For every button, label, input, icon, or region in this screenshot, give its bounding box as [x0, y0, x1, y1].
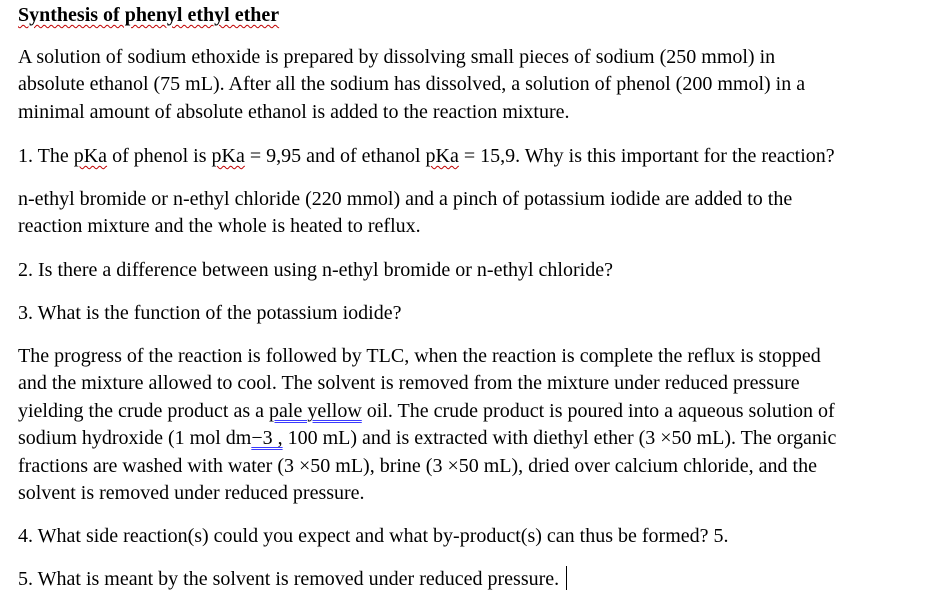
- reagent-paragraph: [18, 186, 792, 241]
- workup-paragraph: [18, 343, 836, 507]
- question-3-text: 3. What is the function of the potassium iodide?: [18, 302, 402, 324]
- question-4: [18, 523, 729, 550]
- workup-line: [18, 425, 836, 452]
- question-3: [18, 300, 401, 327]
- q1-prefix: 1. The: [18, 145, 74, 167]
- workup-text: sodium hydroxide (1 mol dm: [18, 427, 252, 450]
- intro-line: A solution of sodium ethoxide is prepared by dissolving small pieces of sodium (250 mmol) in: [18, 46, 776, 68]
- question-1-line: [18, 143, 835, 170]
- question-1: [18, 143, 835, 170]
- workup-line: solvent is removed under reduced pressure.: [18, 482, 365, 505]
- question-5-text: 5. What is meant by the solvent is removed under reduced pressure.: [18, 568, 560, 590]
- title-text: Synthesis of phenyl ethyl ether: [18, 4, 280, 26]
- reagent-line: reaction mixture and the whole is heated to reflux.: [18, 215, 421, 238]
- spell-flag-pka[interactable]: pKa: [211, 145, 245, 167]
- workup-line: and the mixture allowed to cool. The solvent is removed from the mixture under reduced pressure: [18, 372, 800, 395]
- workup-text: oil. The crude product is poured into a aqueous solution of: [361, 399, 835, 422]
- document-title: [18, 4, 279, 27]
- spell-flag-pka[interactable]: pKa: [425, 145, 459, 167]
- question-5[interactable]: [18, 566, 567, 593]
- reagent-line: n-ethyl bromide or n-ethyl chloride (220 mmol) and a pinch of potassium iodide are added to the: [18, 188, 793, 210]
- workup-line: [18, 398, 836, 425]
- workup-line: fractions are washed with water (3 ×50 mL), brine (3 ×50 mL), dried over calcium chloride, and the: [18, 454, 817, 477]
- question-2: [18, 257, 613, 284]
- question-5-line: [18, 566, 567, 593]
- intro-paragraph: [18, 44, 805, 126]
- grammar-flag-exponent[interactable]: −3 ,: [251, 427, 283, 450]
- workup-line: The progress of the reaction is followed by TLC, when the reaction is complete the reflux is stopped: [18, 345, 821, 367]
- spell-flag-pka[interactable]: pKa: [73, 145, 108, 167]
- intro-line: minimal amount of absolute ethanol is added to the reaction mixture.: [18, 100, 570, 123]
- question-2-text: 2. Is there a difference between using n-ethyl bromide or n-ethyl chloride?: [18, 259, 613, 281]
- question-4-text: 4. What side reaction(s) could you expect and what by-product(s) can thus be formed? 5.: [18, 525, 729, 547]
- q1-text: = 9,95 and of ethanol: [244, 145, 426, 167]
- text-cursor: [566, 566, 567, 590]
- workup-text: yielding the crude product as a: [18, 399, 270, 422]
- intro-line: absolute ethanol (75 mL). After all the sodium has dissolved, a solution of phenol (200 mmol) in a: [18, 73, 806, 96]
- workup-text: 100 mL) and is extracted with diethyl ether (3 ×50 mL). The organic: [282, 427, 837, 450]
- q1-text: of phenol is: [107, 145, 212, 167]
- q1-suffix: = 15,9. Why is this important for the reaction?: [458, 145, 835, 167]
- grammar-flag-pale-yellow[interactable]: pale yellow: [269, 399, 362, 422]
